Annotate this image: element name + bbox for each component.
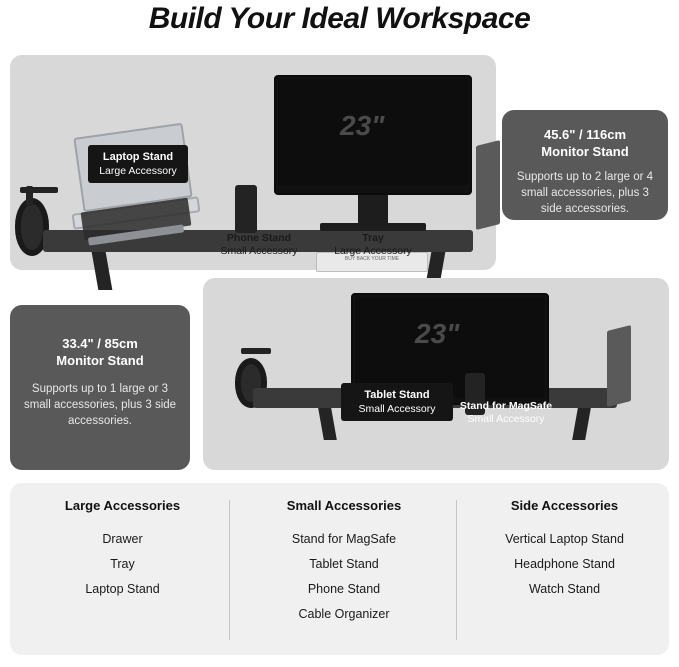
- accessories-col-large: [20, 498, 225, 602]
- label-magsafe: [446, 400, 566, 426]
- accessories-large-item-1: Tray: [110, 557, 135, 571]
- label-phone-stand-subtitle: Small Accessory: [220, 245, 298, 257]
- callout-tablet-stand: [341, 383, 453, 421]
- page-title: Build Your Ideal Workspace: [148, 2, 531, 35]
- accessories-col-small: [235, 498, 453, 627]
- accessories-side-item-0: Vertical Laptop Stand: [505, 532, 624, 546]
- monitor-size-label: 23": [340, 110, 385, 141]
- desk-leg-left: [92, 252, 113, 290]
- top-info-card-body: Supports up to 2 large or 4 small accessories, plus 3 side accessories.: [516, 171, 654, 215]
- desk-leg-right-2: [572, 408, 591, 440]
- headphone-stand-post: [26, 186, 33, 206]
- accessories-col-side: [462, 498, 667, 602]
- headphone-stand-arm-2: [241, 348, 271, 354]
- accessories-large-item-2: Laptop Stand: [85, 582, 160, 596]
- bottom-info-card-title-line1: 33.4" / 85cm: [62, 336, 138, 351]
- vertical-laptop-stand: [476, 140, 500, 230]
- monitor-base: [320, 223, 426, 231]
- callout-laptop-stand-title: Laptop Stand: [102, 151, 174, 163]
- callout-laptop-stand-subtitle: Large Accessory: [99, 165, 177, 177]
- accessories-large-item-0: Drawer: [102, 532, 143, 546]
- bottom-info-card-body: Supports up to 1 large or 3 small accessories, plus 3 side accessories.: [23, 383, 177, 427]
- bottom-info-card: [10, 305, 190, 470]
- bottom-info-card-title: [22, 335, 178, 369]
- top-info-card-title: [514, 126, 656, 160]
- accessories-side-heading: Side Accessories: [510, 498, 619, 513]
- bottom-scene-panel: [203, 278, 669, 470]
- label-tray-title: Tray: [362, 232, 384, 244]
- top-info-card-title-line1: 45.6" / 116cm: [543, 127, 627, 142]
- label-phone-stand-title: Phone Stand: [226, 232, 292, 244]
- label-tray: [318, 232, 428, 258]
- phone-stand: [235, 185, 257, 233]
- top-info-card: [502, 110, 668, 220]
- accessories-side-item-1: Headphone Stand: [514, 557, 615, 571]
- accessories-divider-2: [456, 500, 457, 640]
- callout-laptop-stand: [88, 145, 188, 183]
- bottom-info-card-title-line2: Monitor Stand: [56, 353, 144, 368]
- accessories-side-item-2: Watch Stand: [528, 582, 601, 596]
- accessories-divider-1: [229, 500, 230, 640]
- label-magsafe-title: Stand for MagSafe: [459, 400, 553, 412]
- accessories-small-item-1: Tablet Stand: [309, 557, 379, 571]
- accessories-small-item-3: Cable Organizer: [298, 607, 390, 621]
- accessories-small-item-0: Stand for MagSafe: [291, 532, 397, 546]
- top-scene-panel: [10, 55, 496, 270]
- accessories-large-heading: Large Accessories: [64, 498, 181, 513]
- top-info-card-title-line2: Monitor Stand: [541, 144, 629, 159]
- label-magsafe-subtitle: Small Accessory: [467, 413, 545, 425]
- accessories-small-heading: Small Accessories: [286, 498, 402, 513]
- callout-tablet-stand-subtitle: Small Accessory: [358, 403, 436, 415]
- tray-text: BUY BACK YOUR TIME: [344, 256, 400, 262]
- monitor-neck: [358, 195, 388, 225]
- accessories-small-item-2: Phone Stand: [307, 582, 381, 596]
- label-tray-subtitle: Large Accessory: [334, 245, 412, 257]
- callout-tablet-stand-title: Tablet Stand: [364, 389, 430, 401]
- label-phone-stand: [204, 232, 314, 258]
- monitor-size-label-2: 23": [415, 318, 460, 349]
- desk-leg-left-2: [318, 408, 337, 440]
- vertical-laptop-stand-2: [607, 325, 631, 407]
